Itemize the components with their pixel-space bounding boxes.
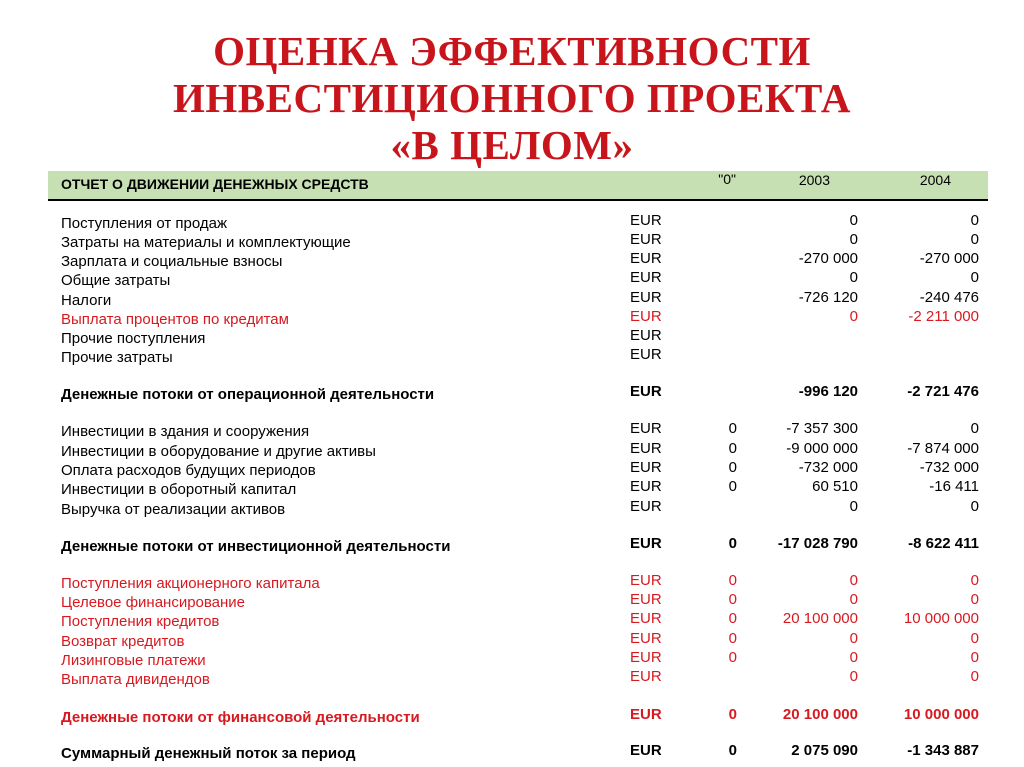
row-unit: EUR [630,706,662,723]
row-unit: EUR [630,327,662,344]
row-unit: EUR [630,742,662,759]
row-label: Выплата процентов по кредитам [61,311,289,328]
row-label: Поступления от продаж [61,215,227,232]
title-line-2: ИНВЕСТИЦИОННОГО ПРОЕКТА [173,75,851,121]
row-value-zero: 0 [728,572,737,589]
row-value-2004: -8 622 411 [908,535,979,552]
row-value-2004: 0 [970,420,979,437]
table-row [0,630,1024,649]
row-label: Оплата расходов будущих периодов [61,462,316,479]
title-line-1: ОЦЕНКА ЭФФЕКТИВНОСТИ [213,28,811,74]
row-label: Общие затраты [61,272,171,289]
row-label: Выплата дивидендов [61,671,210,688]
table-header-label: ОТЧЕТ О ДВИЖЕНИИ ДЕНЕЖНЫХ СРЕДСТВ [61,176,369,192]
row-unit: EUR [630,269,662,286]
row-unit: EUR [630,630,662,647]
row-value-2003: 0 [849,591,858,608]
row-label: Выручка от реализации активов [61,501,286,518]
row-label: Зарплата и социальные взносы [61,253,283,270]
row-value-2003: -9 000 000 [786,440,858,457]
row-value-2004: 0 [970,498,979,515]
row-label: Лизинговые платежи [61,652,206,669]
row-unit: EUR [630,231,662,248]
row-unit: EUR [630,289,662,306]
row-value-2003: 0 [849,212,858,229]
row-label: Возврат кредитов [61,633,185,650]
row-value-2003: 2 075 090 [791,742,858,759]
row-label: Денежные потоки от финансовой деятельности [61,709,420,726]
row-value-2004: -240 476 [919,289,979,306]
row-value-2003: 0 [849,308,858,325]
row-value-2004: 0 [970,269,979,286]
row-value-zero: 0 [728,610,737,627]
row-unit: EUR [630,649,662,666]
row-unit: EUR [630,440,662,457]
row-value-2003: -996 120 [798,383,858,400]
row-value-2003: 20 100 000 [782,610,858,627]
row-value-2004: 0 [970,649,979,666]
table-row [0,231,1024,250]
title-line-3: «В ЦЕЛОМ» [390,122,634,168]
row-value-2004: -732 000 [919,459,979,476]
row-value-2004: -2 211 000 [908,308,979,325]
row-label: Затраты на материалы и комплектующие [61,234,351,251]
row-label: Денежные потоки от операционной деятельности [61,386,435,403]
row-value-2003: -270 000 [798,250,858,267]
row-label: Поступления кредитов [61,613,220,630]
row-label: Денежные потоки от инвестиционной деятельности [61,538,451,555]
table-row [0,308,1024,327]
row-value-2004: -16 411 [929,478,979,495]
row-value-2004: 0 [970,572,979,589]
row-unit: EUR [630,668,662,685]
table-row [0,289,1024,308]
row-value-zero: 0 [728,742,737,759]
row-value-zero: 0 [728,459,737,476]
row-value-zero: 0 [728,440,737,457]
row-value-2004: 0 [970,591,979,608]
column-header-2003: 2003 [798,172,830,188]
row-value-zero: 0 [728,420,737,437]
row-label: Инвестиции в оборотный капитал [61,481,297,498]
row-value-zero: 0 [728,630,737,647]
row-value-2004: -270 000 [919,250,979,267]
row-value-2004: 10 000 000 [903,610,979,627]
row-label: Налоги [61,292,112,309]
row-value-2004: 0 [970,630,979,647]
row-value-2003: 0 [849,498,858,515]
row-label: Прочие поступления [61,330,206,347]
row-value-2004: 0 [970,212,979,229]
row-unit: EUR [630,572,662,589]
row-unit: EUR [630,535,662,552]
table-row [0,346,1024,365]
table-row [0,498,1024,517]
row-value-2003: -732 000 [798,459,858,476]
row-value-2003: 0 [849,572,858,589]
row-value-2004: -7 874 000 [907,440,979,457]
table-row [0,269,1024,288]
table-row [0,440,1024,459]
row-value-2004: 0 [970,231,979,248]
row-value-zero: 0 [728,478,737,495]
row-value-2003: -726 120 [798,289,858,306]
row-unit: EUR [630,478,662,495]
row-label: Целевое финансирование [61,594,246,611]
column-header-2004: 2004 [919,172,951,188]
row-unit: EUR [630,498,662,515]
table-row [0,383,1024,402]
row-value-2004: -1 343 887 [907,742,979,759]
row-unit: EUR [630,212,662,229]
row-value-2003: -17 028 790 [777,535,858,552]
table-row [0,610,1024,629]
row-value-2003: 20 100 000 [782,706,858,723]
table-row [0,478,1024,497]
row-label: Инвестиции в здания и сооружения [61,423,310,440]
row-value-zero: 0 [728,649,737,666]
row-value-zero: 0 [728,591,737,608]
table-row [0,706,1024,725]
row-value-2003: -7 357 300 [786,420,858,437]
row-value-2004: 10 000 000 [903,706,979,723]
row-value-2003: 0 [849,231,858,248]
table-row [0,327,1024,346]
row-value-2004: -2 721 476 [907,383,979,400]
row-unit: EUR [630,346,662,363]
row-label: Суммарный денежный поток за период [61,745,356,762]
table-row [0,668,1024,687]
table-row [0,649,1024,668]
row-unit: EUR [630,383,662,400]
row-value-zero: 0 [728,535,737,552]
table-row [0,535,1024,554]
row-value-2003: 0 [849,668,858,685]
row-value-2003: 0 [849,649,858,666]
table-row [0,572,1024,591]
table-row [0,420,1024,439]
row-value-2003: 0 [849,269,858,286]
row-value-2003: 60 510 [812,478,858,495]
row-value-zero: 0 [728,706,737,723]
table-row [0,212,1024,231]
table-row [0,742,1024,761]
table-row [0,459,1024,478]
row-unit: EUR [630,420,662,437]
row-unit: EUR [630,591,662,608]
row-value-2003: 0 [849,630,858,647]
row-label: Инвестиции в оборудование и другие активы [61,443,376,460]
column-header-zero: "0" [718,171,736,187]
row-label: Поступления акционерного капитала [61,575,320,592]
table-row [0,591,1024,610]
row-unit: EUR [630,250,662,267]
row-unit: EUR [630,308,662,325]
page-title [0,28,1024,169]
row-unit: EUR [630,459,662,476]
table-row [0,250,1024,269]
row-value-2004: 0 [970,668,979,685]
row-label: Прочие затраты [61,349,173,366]
row-unit: EUR [630,610,662,627]
